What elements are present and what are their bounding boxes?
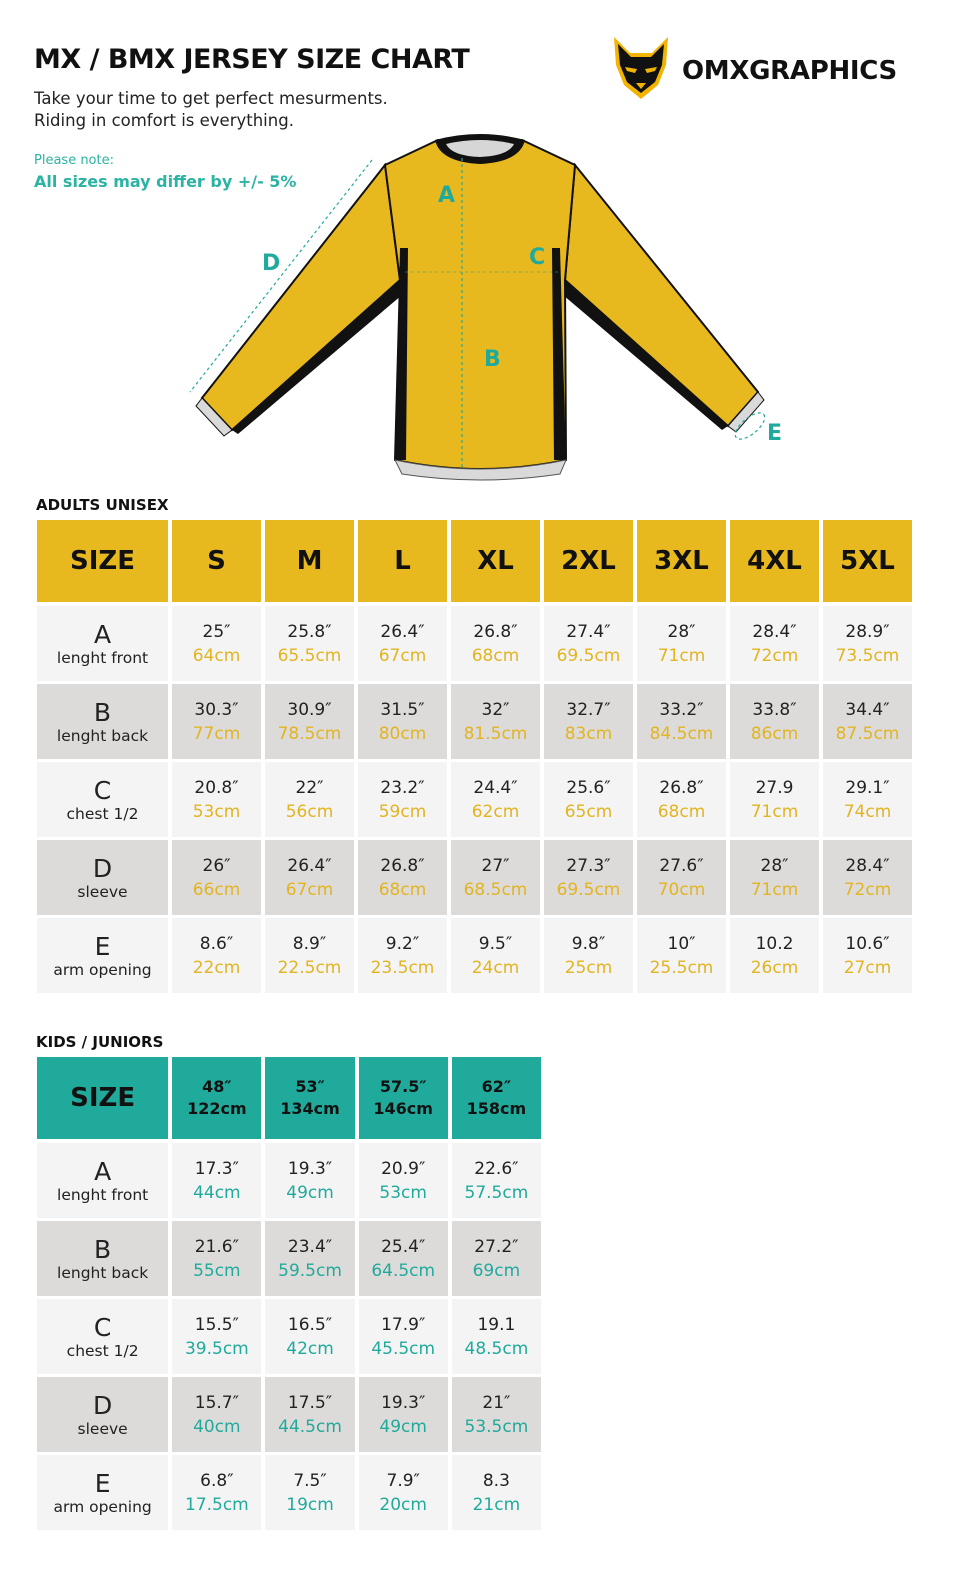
size-cell <box>172 1299 261 1377</box>
value-cm: 65cm <box>564 801 613 822</box>
size-column-header: 2XL <box>544 520 633 606</box>
measurement-letter: A <box>93 619 112 649</box>
size-cell <box>358 762 447 840</box>
value-cm: 44cm <box>193 1182 241 1203</box>
value-inches: 10.6″ <box>845 933 890 954</box>
measurement-label <box>37 840 168 918</box>
measurement-letter: E <box>94 931 111 961</box>
adults-size-table <box>33 520 916 996</box>
size-column-header: S <box>172 520 261 606</box>
size-cell <box>359 1377 448 1455</box>
value-inches: 8.9″ <box>292 933 327 954</box>
value-inches: 25.8″ <box>287 621 332 642</box>
size-cell <box>359 1299 448 1377</box>
value-inches: 28″ <box>667 621 696 642</box>
value-cm: 27cm <box>843 957 892 978</box>
size-column-header <box>452 1057 541 1143</box>
value-cm: 53.5cm <box>464 1416 529 1437</box>
value-cm: 59cm <box>378 801 427 822</box>
size-inches: 62″ <box>481 1077 512 1096</box>
table-row <box>37 840 912 918</box>
value-cm: 25cm <box>564 957 613 978</box>
table-row <box>37 1377 541 1455</box>
value-inches: 27.2″ <box>474 1236 519 1257</box>
value-inches: 23.4″ <box>287 1236 333 1257</box>
value-cm: 26cm <box>750 957 799 978</box>
brand-name: OMXGRAPHICS <box>682 56 897 86</box>
value-inches: 27.3″ <box>566 855 611 876</box>
value-cm: 68cm <box>378 879 427 900</box>
value-inches: 26.4″ <box>380 621 425 642</box>
size-cm: 122cm <box>187 1099 247 1118</box>
measurement-letter: B <box>93 697 112 727</box>
size-column-header: XL <box>451 520 540 606</box>
size-column-header: M <box>265 520 354 606</box>
size-cell <box>637 684 726 762</box>
value-cm: 69.5cm <box>556 645 621 666</box>
value-cm: 20cm <box>379 1494 427 1515</box>
size-cell <box>823 684 912 762</box>
value-cm: 62cm <box>471 801 520 822</box>
value-cm: 65.5cm <box>277 645 342 666</box>
value-inches: 27.9 <box>755 777 794 798</box>
subtitle-line-1: Take your time to get perfect mesurments. <box>34 89 388 108</box>
value-cm: 22cm <box>192 957 241 978</box>
value-cm: 80cm <box>378 723 427 744</box>
size-cell <box>544 840 633 918</box>
table-row <box>37 1455 541 1533</box>
measurement-letter: D <box>92 853 113 883</box>
size-cell <box>265 1143 354 1221</box>
value-cm: 74cm <box>843 801 892 822</box>
value-cm: 71cm <box>657 645 706 666</box>
value-inches: 15.7″ <box>194 1392 239 1413</box>
value-cm: 78.5cm <box>277 723 342 744</box>
value-cm: 73.5cm <box>835 645 900 666</box>
size-cell <box>452 1299 541 1377</box>
value-cm: 23.5cm <box>370 957 435 978</box>
measurement-label <box>37 762 168 840</box>
value-inches: 9.8″ <box>571 933 606 954</box>
value-cm: 49cm <box>379 1416 427 1437</box>
table-row <box>37 762 912 840</box>
value-cm: 67cm <box>285 879 334 900</box>
size-column-header: L <box>358 520 447 606</box>
value-inches: 21.6″ <box>194 1236 239 1257</box>
size-cell <box>823 840 912 918</box>
value-cm: 42cm <box>286 1338 334 1359</box>
size-cell <box>544 762 633 840</box>
measurement-label <box>37 684 168 762</box>
size-cell <box>265 840 354 918</box>
value-inches: 27.6″ <box>659 855 704 876</box>
size-cell <box>265 1377 354 1455</box>
value-cm: 87.5cm <box>835 723 900 744</box>
label-e: E <box>767 421 783 446</box>
measurement-letter: A <box>94 1156 112 1186</box>
size-cell <box>544 606 633 684</box>
size-header: SIZE <box>37 520 168 606</box>
size-cell <box>637 606 726 684</box>
value-inches: 33.8″ <box>752 699 797 720</box>
value-inches: 26.8″ <box>659 777 704 798</box>
value-inches: 22″ <box>295 777 324 798</box>
value-cm: 68cm <box>471 645 520 666</box>
value-inches: 17.3″ <box>194 1158 239 1179</box>
label-d: D <box>262 251 281 276</box>
size-cell <box>172 1377 261 1455</box>
value-cm: 59.5cm <box>278 1260 342 1281</box>
value-cm: 67cm <box>378 645 427 666</box>
size-cell <box>172 918 261 996</box>
value-inches: 20.8″ <box>194 777 239 798</box>
value-cm: 56cm <box>285 801 334 822</box>
value-cm: 64cm <box>192 645 241 666</box>
value-inches: 28″ <box>760 855 789 876</box>
table-row <box>37 684 912 762</box>
value-inches: 19.3″ <box>381 1392 426 1413</box>
measurement-name: chest 1/2 <box>66 1341 139 1360</box>
measurement-label <box>37 1221 168 1299</box>
value-inches: 9.5″ <box>478 933 513 954</box>
size-cell <box>730 606 819 684</box>
note-text: All sizes may differ by +/- 5% <box>34 172 297 191</box>
value-cm: 25.5cm <box>649 957 714 978</box>
value-cm: 83cm <box>564 723 613 744</box>
value-inches: 25.4″ <box>381 1236 426 1257</box>
value-cm: 77cm <box>192 723 241 744</box>
value-cm: 71cm <box>750 879 799 900</box>
brand-logo <box>608 35 908 105</box>
size-column-header <box>359 1057 448 1143</box>
value-inches: 10″ <box>667 933 696 954</box>
value-cm: 53cm <box>192 801 241 822</box>
size-cell <box>452 1455 541 1533</box>
value-inches: 15.5″ <box>194 1314 239 1335</box>
size-cell <box>544 684 633 762</box>
size-cell <box>265 1455 354 1533</box>
value-cm: 21cm <box>472 1494 521 1515</box>
measurement-name: lenght front <box>57 1185 149 1204</box>
size-cell <box>358 606 447 684</box>
adults-section-title: ADULTS UNISEX <box>36 496 169 514</box>
value-inches: 31.5″ <box>380 699 425 720</box>
size-inches: 48″ <box>202 1077 232 1096</box>
jersey-right-sleeve <box>565 165 758 426</box>
measurement-label <box>37 918 168 996</box>
value-cm: 55cm <box>193 1260 241 1281</box>
value-cm: 72cm <box>843 879 892 900</box>
measurement-name: lenght back <box>56 726 149 745</box>
label-a: A <box>438 183 456 208</box>
jersey-body <box>385 140 575 469</box>
value-cm: 86cm <box>750 723 799 744</box>
size-inches: 57.5″ <box>379 1077 427 1096</box>
value-cm: 72cm <box>750 645 799 666</box>
measurement-letter: C <box>93 1312 112 1342</box>
size-cell <box>823 606 912 684</box>
jersey-left-sleeve <box>202 165 400 430</box>
size-cell <box>452 1221 541 1299</box>
measurement-name: arm opening <box>53 960 152 979</box>
measurement-name: arm opening <box>53 1497 152 1516</box>
label-c: C <box>529 245 546 270</box>
value-inches: 26.8″ <box>380 855 425 876</box>
value-cm: 64.5cm <box>371 1260 436 1281</box>
size-cm: 134cm <box>280 1099 340 1118</box>
size-cell <box>451 684 540 762</box>
value-cm: 81.5cm <box>463 723 528 744</box>
size-cm: 158cm <box>466 1099 527 1118</box>
value-inches: 20.9″ <box>381 1158 426 1179</box>
value-cm: 69cm <box>472 1260 521 1281</box>
value-inches: 33.2″ <box>659 699 704 720</box>
wolf-head-icon <box>608 35 674 101</box>
kids-section-title: KIDS / JUNIORS <box>36 1033 164 1051</box>
measurement-name: sleeve <box>77 1419 128 1438</box>
size-cell <box>265 1299 354 1377</box>
jersey-diagram <box>180 130 800 490</box>
label-b: B <box>484 347 501 372</box>
size-cell <box>451 762 540 840</box>
size-cell <box>823 918 912 996</box>
measurement-label <box>37 1299 168 1377</box>
value-inches: 8.3 <box>482 1470 510 1491</box>
size-cell <box>358 918 447 996</box>
size-column-header <box>265 1057 354 1143</box>
size-cell <box>172 1143 261 1221</box>
size-cell <box>451 606 540 684</box>
size-cell <box>358 684 447 762</box>
value-inches: 16.5″ <box>287 1314 333 1335</box>
value-inches: 30.3″ <box>194 699 239 720</box>
value-cm: 53cm <box>379 1182 427 1203</box>
value-inches: 28.4″ <box>845 855 890 876</box>
size-cell <box>172 684 261 762</box>
kids-size-table <box>33 1057 545 1533</box>
size-cell <box>358 840 447 918</box>
size-cell <box>823 762 912 840</box>
value-cm: 68.5cm <box>463 879 528 900</box>
value-inches: 9.2″ <box>385 933 420 954</box>
value-cm: 69.5cm <box>556 879 621 900</box>
size-cell <box>172 762 261 840</box>
size-column-header <box>172 1057 261 1143</box>
measurement-name: chest 1/2 <box>66 804 139 823</box>
size-cell <box>359 1455 448 1533</box>
measurement-name: sleeve <box>77 882 128 901</box>
value-inches: 27.4″ <box>566 621 611 642</box>
value-inches: 28.9″ <box>845 621 890 642</box>
value-cm: 68cm <box>657 801 706 822</box>
value-inches: 19.1 <box>477 1314 516 1335</box>
value-inches: 30.9″ <box>287 699 332 720</box>
page-title: MX / BMX JERSEY SIZE CHART <box>34 44 470 75</box>
measurement-label <box>37 1143 168 1221</box>
value-inches: 17.5″ <box>287 1392 333 1413</box>
value-inches: 17.9″ <box>381 1314 426 1335</box>
value-cm: 45.5cm <box>371 1338 436 1359</box>
size-cell <box>265 918 354 996</box>
value-cm: 19cm <box>286 1494 334 1515</box>
value-cm: 40cm <box>193 1416 241 1437</box>
measurement-letter: E <box>94 1468 111 1498</box>
subtitle-line-2: Riding in comfort is everything. <box>34 111 294 130</box>
size-header: SIZE <box>37 1057 168 1143</box>
size-cell <box>359 1221 448 1299</box>
size-cell <box>172 1455 261 1533</box>
value-inches: 28.4″ <box>752 621 797 642</box>
value-cm: 84.5cm <box>649 723 714 744</box>
value-cm: 22.5cm <box>277 957 342 978</box>
size-cell <box>451 918 540 996</box>
value-cm: 71cm <box>750 801 799 822</box>
table-row <box>37 1299 541 1377</box>
table-row <box>37 918 912 996</box>
size-cell <box>451 840 540 918</box>
measurement-letter: B <box>94 1234 112 1264</box>
size-cell <box>452 1377 541 1455</box>
size-cell <box>637 840 726 918</box>
value-inches: 26″ <box>202 855 231 876</box>
size-cm: 146cm <box>373 1099 433 1118</box>
size-column-header: 3XL <box>637 520 726 606</box>
value-inches: 21″ <box>482 1392 511 1413</box>
value-cm: 70cm <box>657 879 706 900</box>
value-inches: 7.5″ <box>293 1470 327 1491</box>
size-cell <box>637 762 726 840</box>
size-cell <box>265 762 354 840</box>
size-cell <box>637 918 726 996</box>
value-inches: 32″ <box>481 699 510 720</box>
size-cell <box>172 606 261 684</box>
value-inches: 6.8″ <box>200 1470 234 1491</box>
value-cm: 24cm <box>471 957 520 978</box>
table-row <box>37 1221 541 1299</box>
value-inches: 27″ <box>481 855 510 876</box>
measurement-label <box>37 606 168 684</box>
size-column-header: 4XL <box>730 520 819 606</box>
value-inches: 24.4″ <box>473 777 518 798</box>
measurement-label <box>37 1377 168 1455</box>
value-cm: 57.5cm <box>464 1182 529 1203</box>
size-cell <box>172 1221 261 1299</box>
size-cell <box>265 1221 354 1299</box>
note-label: Please note: <box>34 153 114 168</box>
value-inches: 32.7″ <box>566 699 611 720</box>
size-cell <box>265 606 354 684</box>
size-inches: 53″ <box>295 1077 325 1096</box>
value-inches: 19.3″ <box>287 1158 333 1179</box>
table-row <box>37 606 912 684</box>
size-cell <box>730 918 819 996</box>
measurement-label <box>37 1455 168 1533</box>
table-row <box>37 1143 541 1221</box>
value-inches: 34.4″ <box>845 699 890 720</box>
value-inches: 29.1″ <box>845 777 890 798</box>
size-cell <box>730 762 819 840</box>
value-inches: 26.4″ <box>287 855 332 876</box>
size-cell <box>544 918 633 996</box>
value-cm: 44.5cm <box>278 1416 342 1437</box>
value-cm: 17.5cm <box>184 1494 249 1515</box>
value-cm: 49cm <box>286 1182 334 1203</box>
size-cell <box>359 1143 448 1221</box>
size-cell <box>730 684 819 762</box>
value-inches: 26.8″ <box>473 621 518 642</box>
measurement-name: lenght front <box>56 648 149 667</box>
measurement-letter: D <box>93 1390 113 1420</box>
value-inches: 25″ <box>202 621 231 642</box>
size-cell <box>730 840 819 918</box>
value-inches: 22.6″ <box>474 1158 519 1179</box>
value-cm: 39.5cm <box>184 1338 249 1359</box>
size-cell <box>172 840 261 918</box>
value-inches: 7.9″ <box>386 1470 420 1491</box>
size-cell <box>452 1143 541 1221</box>
value-cm: 66cm <box>192 879 241 900</box>
size-cell <box>265 684 354 762</box>
size-column-header: 5XL <box>823 520 912 606</box>
value-inches: 10.2 <box>755 933 794 954</box>
value-inches: 8.6″ <box>199 933 234 954</box>
value-inches: 23.2″ <box>380 777 425 798</box>
value-inches: 25.6″ <box>566 777 611 798</box>
measurement-name: lenght back <box>57 1263 149 1282</box>
value-cm: 48.5cm <box>464 1338 529 1359</box>
measurement-letter: C <box>93 775 112 805</box>
